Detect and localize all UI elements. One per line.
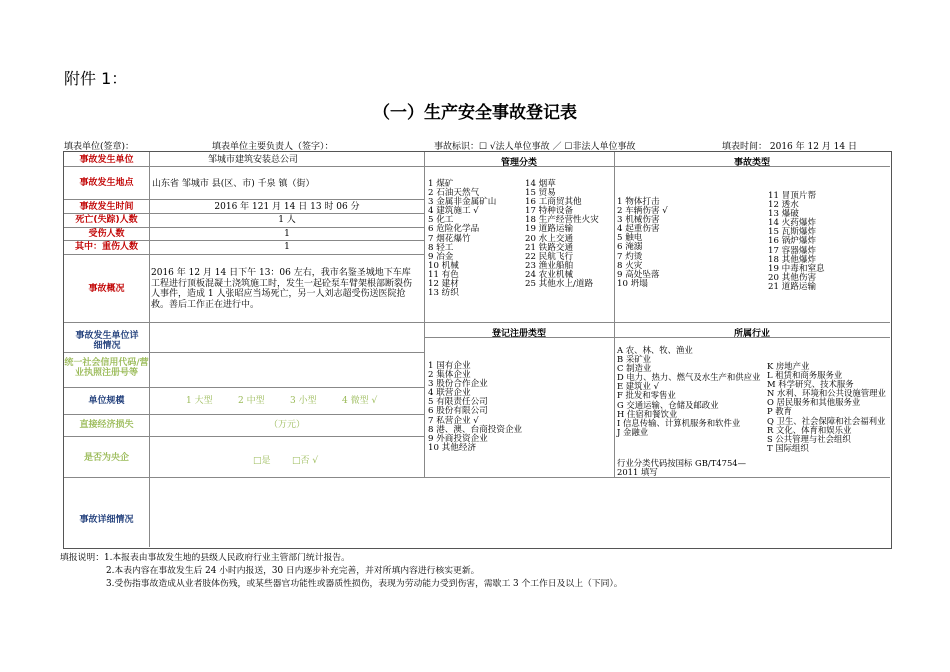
industry-list-1 bbox=[617, 346, 760, 437]
header-industry: 所属行业 bbox=[733, 329, 770, 339]
list-item: 5 触电 bbox=[617, 233, 643, 244]
form-title: （一）生产安全事故登记表 bbox=[373, 103, 577, 123]
list-item: 10 坍塌 bbox=[617, 278, 648, 289]
list-item: 5 有限责任公司 bbox=[428, 397, 488, 408]
list-item: 6 股份有限公司 bbox=[428, 406, 488, 417]
central-yes[interactable]: □是 bbox=[253, 456, 271, 466]
fill-date: 填表时间： 2016 年 12 月 14 日 bbox=[722, 142, 857, 152]
label-loss: 直接经济损失 bbox=[79, 420, 134, 430]
list-item: O 居民服务和其他服务业 bbox=[767, 397, 861, 408]
unit-leader: 填表单位主要负责人（签字）： bbox=[212, 142, 334, 152]
label-detail: 事故详细情况 bbox=[79, 515, 134, 525]
list-item: 16 工商贸其他 bbox=[525, 197, 582, 208]
list-item: 8 轻工 bbox=[428, 242, 454, 253]
list-item: F 批发和零售业 bbox=[617, 390, 676, 401]
label-time: 事故发生时间 bbox=[79, 202, 134, 212]
list-item: D 电力、热力、燃气及水生产和供应业 bbox=[617, 372, 761, 383]
scale-micro[interactable]: 4 微型 √ bbox=[342, 396, 378, 406]
note-1: 填报说明：1.本报表由事故发生地的县级人民政府行业主管部门统计报告。 bbox=[60, 553, 350, 563]
fill-unit: 填表单位(签章)： bbox=[64, 142, 135, 152]
list-item: 25 其他水上/道路 bbox=[525, 279, 594, 290]
list-item: 4 起重伤害 bbox=[617, 224, 660, 235]
scale-small[interactable]: 3 小型 bbox=[290, 396, 317, 406]
value-serious: 1 bbox=[284, 242, 290, 252]
attachment-label: 附件 1： bbox=[64, 69, 128, 88]
header-reg: 登记注册类型 bbox=[491, 329, 546, 339]
type-list-2 bbox=[768, 192, 825, 292]
list-item: 24 农业机械 bbox=[525, 269, 574, 280]
label-injured: 受伤人数 bbox=[88, 229, 125, 239]
label-scale: 单位规模 bbox=[88, 396, 125, 406]
accident-mark: 事故标识：☐ √法人单位事故 ／ ☐非法人单位事故 bbox=[434, 142, 636, 152]
list-item: 10 其他经济 bbox=[428, 442, 477, 453]
list-item: E 建筑业 √ bbox=[617, 381, 659, 392]
list-item: 9 外商投资企业 bbox=[428, 433, 488, 444]
list-item: I 信息传输、计算机服务和软件业 bbox=[617, 417, 741, 428]
type-list-1 bbox=[617, 198, 668, 289]
list-item: 12 透水 bbox=[768, 200, 799, 211]
list-item: 15 贸易 bbox=[525, 188, 556, 199]
reg-list bbox=[428, 362, 522, 453]
list-item: 20 其他伤害 bbox=[768, 272, 817, 283]
list-item: 13 纺织 bbox=[428, 288, 459, 299]
list-item: 23 渔业船舶 bbox=[525, 260, 574, 271]
list-item: 9 高处坠落 bbox=[617, 269, 660, 280]
list-item: 1 国有企业 bbox=[428, 361, 471, 371]
list-item: 6 淹溺 bbox=[617, 242, 643, 253]
list-item: 17 容器爆炸 bbox=[768, 245, 817, 256]
label-unit: 事故发生单位 bbox=[79, 155, 134, 165]
value-unit: 邹城市建筑安装总公司 bbox=[208, 155, 299, 165]
label-detail-unit: 事故发生单位详细情况 bbox=[75, 331, 139, 351]
list-item: 1 物体打击 bbox=[617, 197, 660, 207]
list-item: 18 其他爆炸 bbox=[768, 254, 817, 265]
list-item: S 公共管理与社会组织 bbox=[767, 433, 851, 444]
mgmt-list-1 bbox=[428, 180, 496, 298]
list-item: N 水利、环境和公共设施管理业 bbox=[767, 388, 886, 399]
label-serious: 其中：重伤人数 bbox=[74, 242, 138, 252]
list-item: 16 锅炉爆炸 bbox=[768, 236, 817, 247]
list-item: Q 卫生、社会保障和社会福利业 bbox=[767, 415, 886, 426]
value-overview: 2016 年 12 月 14 日下午 13：06 左右，我市名鉴圣城地下车库工程进行顶板混凝土浇筑施工时，发生一起砼泵车臂架根部断裂伤人事件，造成 1 人张昭应当场死亡，另一人刘志超受伤送医院抢救。善后工作正在进行中。 bbox=[151, 268, 413, 310]
list-item: 10 机械 bbox=[428, 260, 459, 271]
list-item: 8 港、澳、台商投资企业 bbox=[428, 424, 523, 435]
list-item: 4 联营企业 bbox=[428, 388, 471, 399]
list-item: 19 中毒和窒息 bbox=[768, 263, 825, 274]
list-item: 11 有色 bbox=[428, 269, 459, 280]
list-item: A 农、林、牧、渔业 bbox=[617, 345, 693, 355]
list-item: B 采矿业 bbox=[617, 354, 651, 365]
list-item: L 租赁和商务服务业 bbox=[767, 370, 843, 381]
list-item: 6 危险化学品 bbox=[428, 224, 480, 235]
list-item: K 房地产业 bbox=[767, 361, 810, 371]
list-item: P 教育 bbox=[767, 406, 793, 417]
list-item: R 文化、体育和娱乐业 bbox=[767, 424, 852, 435]
label-central: 是否为央企 bbox=[83, 453, 129, 463]
list-item: 2 石油天然气 bbox=[428, 188, 480, 199]
list-item: 3 股份合作企业 bbox=[428, 379, 488, 390]
list-item: 2 车辆伤害 √ bbox=[617, 206, 668, 217]
list-item: 21 铁路交通 bbox=[525, 242, 574, 253]
value-death: 1 人 bbox=[278, 215, 296, 225]
list-item: 19 道路运输 bbox=[525, 224, 574, 235]
central-no[interactable]: □否 √ bbox=[292, 456, 319, 466]
value-injured: 1 bbox=[284, 229, 290, 239]
list-item: 1 煤矿 bbox=[428, 179, 454, 189]
list-item: 17 特种设备 bbox=[525, 206, 574, 217]
list-item: G 交通运输、仓储及邮政业 bbox=[617, 399, 719, 410]
list-item: 3 机械伤害 bbox=[617, 215, 660, 226]
header-type: 事故类型 bbox=[733, 158, 770, 168]
list-item: 14 烟草 bbox=[525, 179, 556, 189]
industry-list-2 bbox=[767, 362, 886, 453]
list-item: 13 爆破 bbox=[768, 209, 799, 220]
list-item: 8 火灾 bbox=[617, 260, 643, 271]
list-item: 9 冶金 bbox=[428, 251, 454, 262]
list-item: 7 私营企业 √ bbox=[428, 415, 479, 426]
note-2: 2.本表内容在事故发生后 24 小时内报送，30 日内逐步补充完善，并对所填内容进行核实更新。 bbox=[106, 566, 480, 576]
list-item: 4 建筑施工 √ bbox=[428, 206, 479, 217]
list-item: M 科学研究、技术服务 bbox=[767, 379, 854, 390]
list-item: T 国际组织 bbox=[767, 442, 809, 453]
header-mgmt: 管理分类 bbox=[500, 158, 537, 168]
list-item: 11 冒顶片帮 bbox=[768, 191, 817, 201]
list-item: J 金融业 bbox=[617, 426, 649, 437]
list-item: 2 集体企业 bbox=[428, 370, 471, 381]
list-item: 18 生产经营性火灾 bbox=[525, 215, 599, 226]
list-item: 22 民航飞行 bbox=[525, 251, 574, 262]
value-time: 2016 年 121 月 14 日 13 时 06 分 bbox=[214, 202, 360, 212]
label-death: 死亡(失踪)人数 bbox=[75, 215, 138, 225]
scale-large[interactable]: 1 大型 bbox=[186, 396, 213, 406]
list-item: 15 瓦斯爆炸 bbox=[768, 227, 817, 238]
list-item: 7 灼烫 bbox=[617, 251, 643, 262]
list-item: C 制造业 bbox=[617, 363, 652, 374]
list-item: 21 道路运输 bbox=[768, 281, 817, 292]
value-place: 山东省 邹城市 县(区、市) 千泉 镇（街） bbox=[152, 179, 315, 189]
label-place: 事故发生地点 bbox=[79, 178, 134, 188]
label-credit-code: 统一社会信用代码/营业执照注册号等 bbox=[64, 358, 149, 378]
list-item: 7 烟花爆竹 bbox=[428, 233, 471, 244]
value-loss-unit: （万元） bbox=[268, 420, 305, 430]
list-item: 12 建材 bbox=[428, 279, 459, 290]
scale-medium[interactable]: 2 中型 bbox=[238, 396, 265, 406]
note-3: 3.受伤指事故造成从业者肢体伤残，或某些器官功能性或器质性损伤，表现为劳动能力受到伤害，需歇工 3 个工作日及以上（下同）。 bbox=[106, 579, 623, 589]
list-item: 3 金属非金属矿山 bbox=[428, 197, 497, 208]
label-overview: 事故概况 bbox=[88, 284, 125, 294]
list-item: H 住宿和餐饮业 bbox=[617, 408, 678, 419]
mgmt-list-2 bbox=[525, 180, 599, 289]
list-item: 14 火药爆炸 bbox=[768, 218, 817, 229]
list-item: 5 化工 bbox=[428, 215, 454, 226]
list-item: 20 水上交通 bbox=[525, 233, 574, 244]
industry-note: 行业分类代码按国标 GB/T4754—2011 填写 bbox=[617, 458, 746, 477]
